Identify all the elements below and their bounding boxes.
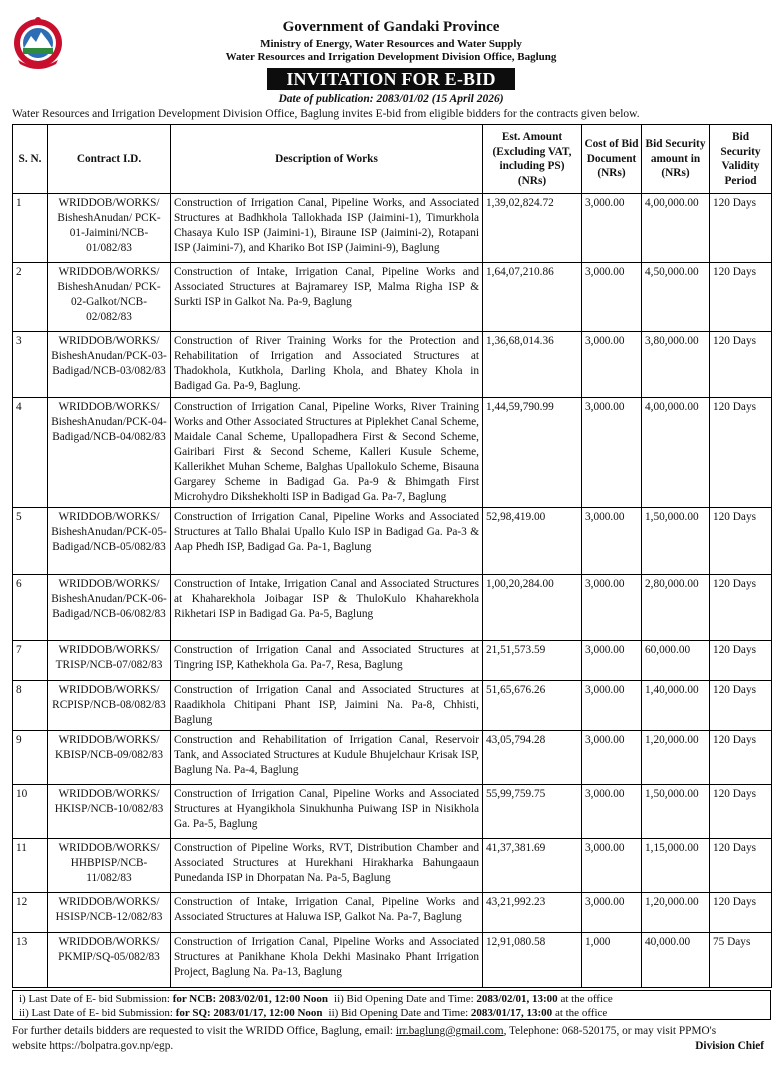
cell-cost: 3,000.00 [582, 893, 642, 933]
cell-est-amount: 1,00,20,284.00 [483, 575, 582, 641]
cell-security: 40,000.00 [642, 933, 710, 988]
table-row [13, 398, 772, 508]
ncb-opening-date: 2083/02/01, 13:00 [476, 993, 558, 1005]
table-row [13, 263, 772, 332]
col-header-cost: Cost of Bid Document (NRs) [582, 125, 642, 194]
cell-est-amount: 51,65,676.26 [483, 681, 582, 731]
cell-description: Construction of Irrigation Canal, Pipeline Works and Associated Structures at Tallo Bhalai Upallo Kulo ISP in Badigad Ga. Pa-3 & Aap Phedh ISP, Badigad Ga. Pa-1, Baglung [171, 508, 483, 575]
cell-sn: 11 [13, 839, 48, 893]
cell-validity: 120 Days [710, 731, 772, 785]
cell-description: Construction of Intake, Irrigation Canal, Pipeline Works and Associated Structures at Haluwa ISP, Galkot Na. Pa-7, Baglung [171, 893, 483, 933]
publication-date: Date of publication: 2083/01/02 (15 April 2026) [278, 93, 504, 105]
cell-security: 4,00,000.00 [642, 194, 710, 263]
cell-description: Construction of Irrigation Canal and Associated Structures at Raadikhola Chitipani Phant ISP, Jaimini Na. Pa-8, Chhisti, Baglung [171, 681, 483, 731]
sq-opening-place: at the office [552, 1007, 608, 1019]
cell-sn: 7 [13, 641, 48, 681]
cell-description: Construction of Intake, Irrigation Canal and Associated Structures at Khaharekhola Joibagar ISP & ThuloKulo Khaharekhola Rikhetari ISP in Badigad Ga. Pa-5, Baglung [171, 575, 483, 641]
cell-validity: 120 Days [710, 681, 772, 731]
cell-contract-id: WRIDDOB/WORKS/ HSISP/NCB-12/082/83 [48, 893, 171, 933]
cell-validity: 120 Days [710, 508, 772, 575]
government-title: Government of Gandaki Province [282, 19, 500, 35]
cell-est-amount: 12,91,080.58 [483, 933, 582, 988]
ministry-name: Ministry of Energy, Water Resources and Water Supply [260, 38, 522, 50]
ncb-dates-line [19, 992, 613, 1006]
cell-description: Construction and Rehabilitation of Irrigation Canal, Reservoir Tank, and Associated Structures at Kudule Bhujelchaur Krisak ISP, Baglung Na. Pa-4, Baglung [171, 731, 483, 785]
table-row [13, 575, 772, 641]
cell-est-amount: 1,64,07,210.86 [483, 263, 582, 332]
cell-contract-id: WRIDDOB/WORKS/ BisheshAnudan/PCK-04-Badigad/NCB-04/082/83 [48, 398, 171, 508]
cell-est-amount: 52,98,419.00 [483, 508, 582, 575]
cell-contract-id: WRIDDOB/WORKS/ BisheshAnudan/ PCK-02-Galkot/NCB-02/082/83 [48, 263, 171, 332]
col-header-est-amount: Est. Amount (Excluding VAT, including PS) (NRs) [483, 125, 582, 194]
contact-info [12, 1024, 771, 1054]
table-row [13, 731, 772, 785]
cell-contract-id: WRIDDOB/WORKS/ HKISP/NCB-10/082/83 [48, 785, 171, 839]
cell-cost: 3,000.00 [582, 194, 642, 263]
sq-opening-date: 2083/01/17, 13:00 [470, 1007, 553, 1019]
cell-security: 1,20,000.00 [642, 731, 710, 785]
cell-sn: 3 [13, 332, 48, 398]
ncb-submission-label: i) Last Date of E- bid Submission: [19, 993, 173, 1005]
cell-validity: 120 Days [710, 194, 772, 263]
table-row [13, 508, 772, 575]
cell-description: Construction of Irrigation Canal, Pipeline Works, River Training Works and Other Associated Structures at Piplekhet Canal Scheme, Maidale Canal Scheme, Upallopadhera First & Second Scheme, Gairibari First & Second Scheme, Kalleri Kusule Scheme, Kallerikhet Muhan Scheme, Balghas Upallokulo Scheme, Bisauna Gargarey Scheme in Badigad Ga. Pa-9 & Bhimgath First Microhydro Dikshekholti ISP in Badigad Ga. Pa-7, Baglung [171, 398, 483, 508]
cell-security: 2,80,000.00 [642, 575, 710, 641]
cell-cost: 3,000.00 [582, 641, 642, 681]
table-row [13, 641, 772, 681]
contact-prefix: For further details bidders are requested to visit the WRIDD Office, Baglung, email: [12, 1025, 396, 1037]
signature-title: Division Chief [695, 1040, 764, 1052]
cell-validity: 120 Days [710, 332, 772, 398]
cell-contract-id: WRIDDOB/WORKS/ RCPISP/NCB-08/082/83 [48, 681, 171, 731]
cell-sn: 6 [13, 575, 48, 641]
cell-validity: 120 Days [710, 263, 772, 332]
table-row [13, 933, 772, 988]
cell-validity: 120 Days [710, 398, 772, 508]
contact-suffix: , Telephone: 068-520175, or may visit PPMO's [503, 1025, 717, 1037]
cell-contract-id: WRIDDOB/WORKS/ BisheshAnudan/PCK-03-Badigad/NCB-03/082/83 [48, 332, 171, 398]
cell-cost: 3,000.00 [582, 681, 642, 731]
table-header-row [13, 125, 772, 194]
submission-dates-box [12, 990, 771, 1020]
cell-sn: 12 [13, 893, 48, 933]
cell-security: 3,80,000.00 [642, 332, 710, 398]
table-row [13, 332, 772, 398]
cell-security: 1,20,000.00 [642, 893, 710, 933]
col-header-validity: Bid Security Validity Period [710, 125, 772, 194]
table-row [13, 839, 772, 893]
sq-dates-line [19, 1006, 607, 1020]
cell-validity: 75 Days [710, 933, 772, 988]
cell-est-amount: 1,36,68,014.36 [483, 332, 582, 398]
cell-est-amount: 41,37,381.69 [483, 839, 582, 893]
cell-validity: 120 Days [710, 641, 772, 681]
table-row [13, 893, 772, 933]
col-header-contract-id: Contract I.D. [48, 125, 171, 194]
sq-submission-label: ii) Last Date of E- bid Submission: [19, 1007, 176, 1019]
cell-contract-id: WRIDDOB/WORKS/ PKMIP/SQ-05/082/83 [48, 933, 171, 988]
ncb-opening-place: at the office [557, 993, 613, 1005]
cell-validity: 120 Days [710, 893, 772, 933]
website-line: website https://bolpatra.gov.np/egp. [12, 1040, 174, 1052]
cell-est-amount: 55,99,759.75 [483, 785, 582, 839]
cell-description: Construction of Irrigation Canal, Pipeline Works and Associated Structures at Panikhane Khola Dekhi Masinako Phant Irrigation Project, Baglung Na. Pa-13, Baglung [171, 933, 483, 988]
cell-est-amount: 43,21,992.23 [483, 893, 582, 933]
cell-sn: 2 [13, 263, 48, 332]
cell-cost: 1,000 [582, 933, 642, 988]
cell-est-amount: 1,39,02,824.72 [483, 194, 582, 263]
cell-sn: 9 [13, 731, 48, 785]
cell-sn: 10 [13, 785, 48, 839]
col-header-description: Description of Works [171, 125, 483, 194]
cell-description: Construction of Pipeline Works, RVT, Distribution Chamber and Associated Structures at Hurekhani Hirakharka Bahungaaun Punedanda ISP in Dhorpatan Na. Pa-5, Baglung [171, 839, 483, 893]
cell-cost: 3,000.00 [582, 785, 642, 839]
cell-security: 1,40,000.00 [642, 681, 710, 731]
cell-cost: 3,000.00 [582, 398, 642, 508]
col-header-sn: S. N. [13, 125, 48, 194]
cell-security: 1,50,000.00 [642, 785, 710, 839]
cell-est-amount: 43,05,794.28 [483, 731, 582, 785]
col-header-security: Bid Security amount in (NRs) [642, 125, 710, 194]
cell-security: 4,50,000.00 [642, 263, 710, 332]
cell-cost: 3,000.00 [582, 263, 642, 332]
bid-table [12, 124, 772, 988]
intro-text: Water Resources and Irrigation Development Division Office, Baglung invites E-bid from eligible bidders for the contracts given below. [12, 108, 640, 120]
cell-sn: 4 [13, 398, 48, 508]
cell-description: Construction of Irrigation Canal and Associated Structures at Tingring ISP, Kathekhola Ga. Pa-7, Resa, Baglung [171, 641, 483, 681]
cell-contract-id: WRIDDOB/WORKS/ BisheshAnudan/PCK-05-Badigad/NCB-05/082/83 [48, 508, 171, 575]
cell-security: 1,15,000.00 [642, 839, 710, 893]
cell-contract-id: WRIDDOB/WORKS/ TRISP/NCB-07/082/83 [48, 641, 171, 681]
cell-cost: 3,000.00 [582, 575, 642, 641]
cell-description: Construction of River Training Works for the Protection and Rehabilitation of Irrigation and Associated Structures at Thadokhola, Kutkhola, Darling Khola, and Bhatey Khola in Badigad Ga. Pa-9, Baglung. [171, 332, 483, 398]
cell-validity: 120 Days [710, 785, 772, 839]
sq-opening-label: ii) Bid Opening Date and Time: [328, 1007, 471, 1019]
cell-sn: 1 [13, 194, 48, 263]
cell-cost: 3,000.00 [582, 839, 642, 893]
sq-submission-date: for SQ: 2083/01/17, 12:00 Noon [175, 1007, 323, 1019]
cell-description: Construction of Irrigation Canal, Pipeline Works, and Associated Structures at Badhkhola Tallokhada ISP (Jaimini-1), Timurkhola Chasaya Kulo ISP (Jaimini-1), Biraune ISP (Jaimini-2), Rotapani ISP (Jaimini-7), and Khariko Bot ISP (Jaimini-9), Baglung [171, 194, 483, 263]
cell-cost: 3,000.00 [582, 508, 642, 575]
email-link[interactable]: irr.baglung@gmail.com [395, 1025, 504, 1037]
cell-cost: 3,000.00 [582, 731, 642, 785]
table-row [13, 785, 772, 839]
cell-security: 4,00,000.00 [642, 398, 710, 508]
cell-contract-id: WRIDDOB/WORKS/ HHBPISP/NCB-11/082/83 [48, 839, 171, 893]
cell-sn: 13 [13, 933, 48, 988]
cell-validity: 120 Days [710, 839, 772, 893]
cell-validity: 120 Days [710, 575, 772, 641]
cell-description: Construction of Intake, Irrigation Canal, Pipeline Works and Associated Structures at Bajramarey ISP, Malma Righa ISP & Surkti ISP in Galkot Na. Pa-9, Baglung [171, 263, 483, 332]
cell-security: 60,000.00 [642, 641, 710, 681]
cell-est-amount: 21,51,573.59 [483, 641, 582, 681]
ncb-opening-label: ii) Bid Opening Date and Time: [334, 993, 477, 1005]
cell-contract-id: WRIDDOB/WORKS/ BisheshAnudan/PCK-06-Badigad/NCB-06/082/83 [48, 575, 171, 641]
table-row [13, 194, 772, 263]
cell-description: Construction of Irrigation Canal, Pipeline Works and Associated Structures at Hyangikhola Sinukhunha Puiwang ISP in Nisikhola Ga. Pa-5, Baglung [171, 785, 483, 839]
cell-sn: 5 [13, 508, 48, 575]
cell-sn: 8 [13, 681, 48, 731]
cell-est-amount: 1,44,59,790.99 [483, 398, 582, 508]
cell-security: 1,50,000.00 [642, 508, 710, 575]
contact-line-1 [12, 1024, 771, 1039]
table-row [13, 681, 772, 731]
cell-contract-id: WRIDDOB/WORKS/ BisheshAnudan/ PCK-01-Jaimini/NCB-01/082/83 [48, 194, 171, 263]
cell-cost: 3,000.00 [582, 332, 642, 398]
ncb-submission-date: for NCB: 2083/02/01, 12:00 Noon [172, 993, 329, 1005]
office-name: Water Resources and Irrigation Development Division Office, Baglung [225, 51, 557, 63]
cell-contract-id: WRIDDOB/WORKS/ KBISP/NCB-09/082/83 [48, 731, 171, 785]
invitation-banner: INVITATION FOR E-BID [267, 68, 515, 90]
